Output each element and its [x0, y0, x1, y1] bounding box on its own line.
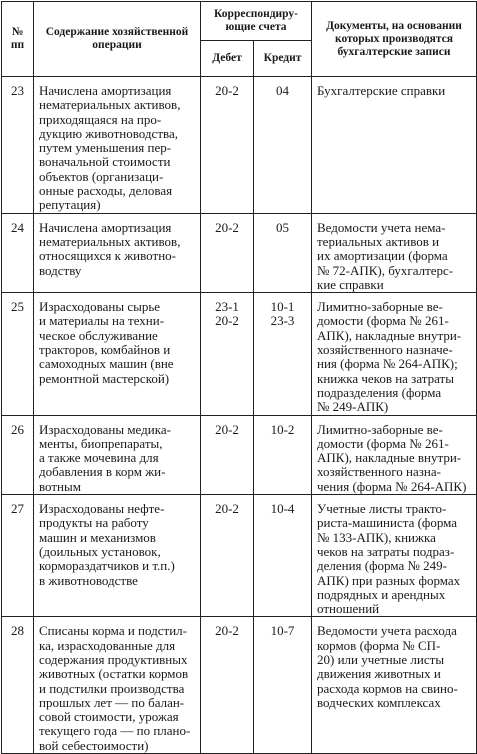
debit-account: 20-2: [215, 83, 239, 98]
debit-account: 20-2: [215, 421, 239, 437]
operation-text: Начислена амортизация нематериальных активов, приходящаяся на про- дукцию животноводства, путем уменьшения пер- воначальной стоимости объектов (организаци- онные расходы, деловая репутация): [39, 83, 181, 213]
table-row: [2, 293, 477, 415]
header-num: № пп: [10, 26, 25, 51]
credit-account: 10-7: [270, 623, 295, 639]
debit-account: 20-2: [215, 623, 239, 639]
debit-account: 20-2: [215, 501, 239, 517]
operation-text: Начислена амортизация нематериальных активов, относящихся к животно- водству: [39, 219, 181, 278]
debit-account: 23-1 20-2: [215, 299, 239, 329]
header-operation: Содержание хозяйственной операции: [45, 26, 189, 51]
header-documents: Документы, на основании которых производятся бухгалтерские записи: [326, 19, 462, 58]
source-documents: Ведомости учета нема- териальных активов и их амортизации (форма № 72-АПК), бухгалтерс- кие справки: [317, 219, 454, 292]
header-debit: Дебет: [212, 52, 242, 64]
header-debit-cell: [201, 41, 254, 77]
operation-text: Списаны корма и подстил- ка, израсходованные для содержания продуктивных животных (остатки кормов и подстилки производства прошлых лет — по балан- совой стоимости, урожая текущего года — по плано- вой себестоимости): [39, 623, 191, 753]
table-row: [2, 495, 477, 617]
table-row: [2, 77, 477, 214]
operations-table: [1, 1, 477, 754]
source-documents: Ведомости учета расхода кормов (форма № СП- 20) или учетные листы движения животных и расхода кормов на свино- водческих комплексах: [317, 623, 458, 710]
row-number: 23: [11, 83, 24, 98]
operation-text: Израсходованы сырье и материалы на техни- ческое обслуживание тракторов, комбайнов и самоходных машин (вне ремонтной мастерской): [39, 299, 174, 386]
source-documents: Бухгалтерские справки: [317, 83, 446, 98]
operation-text: Израсходованы медика- менты, биопрепараты, а также мочевина для добавления в корм жи- вотным: [39, 421, 171, 494]
header-credit: Кредит: [263, 52, 302, 64]
header-operation-cell: [34, 2, 201, 77]
header-accounts: Корреспондиру- ющие счета: [214, 8, 298, 33]
credit-account: 10-4: [270, 501, 295, 517]
header-accounts-cell: [201, 2, 312, 41]
header-documents-cell: [312, 2, 477, 77]
table-row: [2, 617, 477, 754]
source-documents: Лимитно-заборные ве- домости (форма № 261- АПК), накладные внутри- хозяйственного назна- чения (форма № 264-АПК): [317, 421, 467, 494]
header-credit-cell: [254, 41, 312, 77]
table-row: [2, 415, 477, 494]
debit-account: 20-2: [215, 219, 239, 235]
credit-account: 05: [276, 219, 289, 235]
operation-text: Израсходованы нефте- продукты на работу машин и механизмов (доильных установок, кормораздатчиков и т.п.) в животноводстве: [39, 501, 175, 588]
row-number: 27: [11, 501, 24, 517]
row-number: 28: [11, 623, 24, 639]
header-num-cell: [2, 2, 34, 77]
source-documents: Лимитно-заборные ве- домости (форма № 261- АПК), накладные внутри- хозяйственного назначе- ния (форма № 264-АПК); книжка чеков на затраты подразделения (форма № 249-АПК): [317, 299, 462, 415]
row-number: 26: [11, 421, 24, 437]
credit-account: 10-1 23-3: [270, 299, 295, 329]
table-row: [2, 213, 477, 292]
row-number: 24: [11, 219, 24, 235]
credit-account: 04: [276, 83, 289, 98]
row-number: 25: [11, 299, 24, 315]
credit-account: 10-2: [270, 421, 295, 437]
source-documents: Учетные листы тракто- риста-машиниста (форма № 133-АПК), книжка чеков на затраты подраз- деления (форма № 249- АПК) при разных формах подрядных и арендных отношений: [317, 501, 461, 617]
